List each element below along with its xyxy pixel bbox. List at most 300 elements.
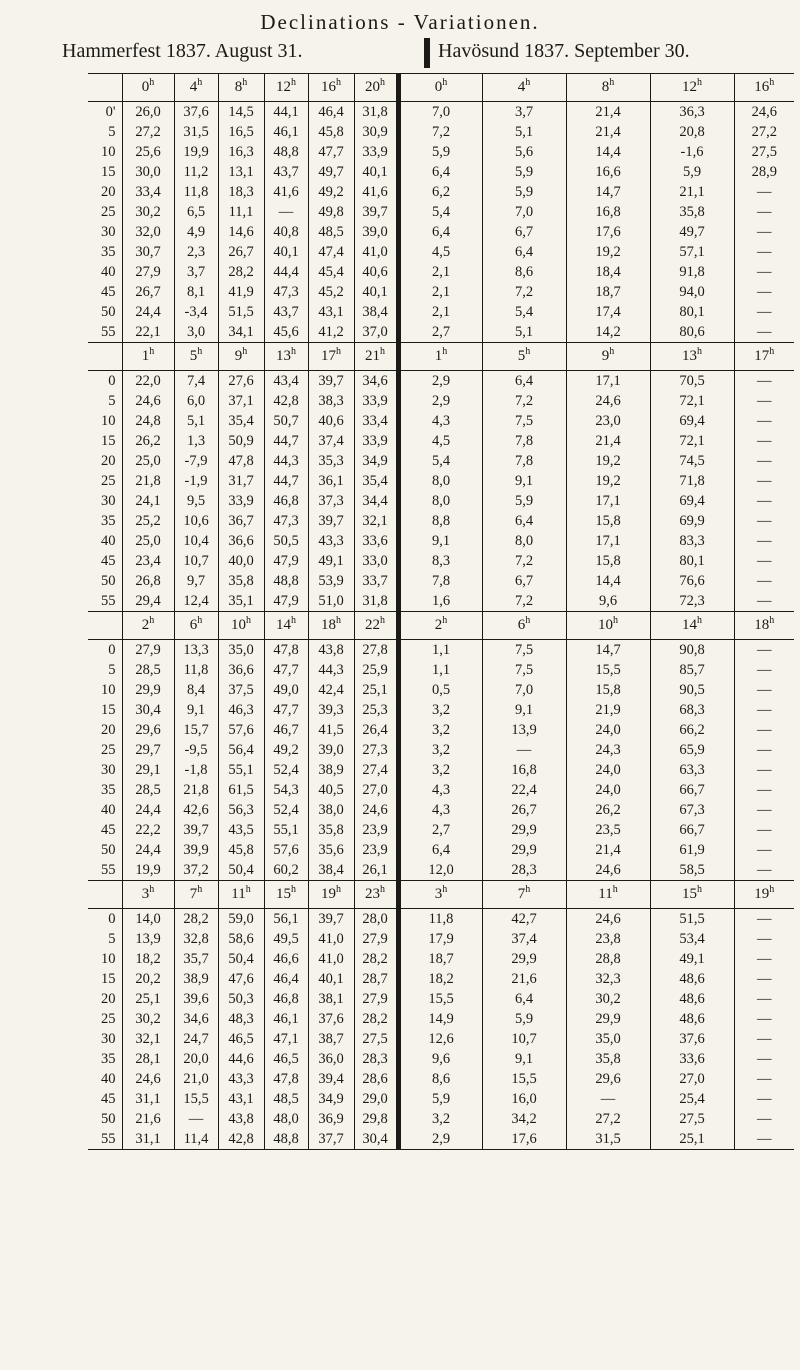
value-cell: 12,0 bbox=[398, 860, 482, 881]
value-cell: 5,9 bbox=[482, 1009, 566, 1029]
value-cell: 90,5 bbox=[650, 680, 734, 700]
value-cell: 30,4 bbox=[122, 700, 174, 720]
value-cell: — bbox=[566, 1089, 650, 1109]
value-cell: 21,4 bbox=[566, 102, 650, 123]
value-cell: 15,5 bbox=[398, 989, 482, 1009]
value-cell: 51,5 bbox=[650, 909, 734, 930]
value-cell: — bbox=[734, 571, 794, 591]
value-cell: 30,7 bbox=[122, 242, 174, 262]
minute-cell: 25 bbox=[101, 1011, 116, 1027]
value-cell: 7,4 bbox=[174, 371, 218, 392]
value-cell: 24,0 bbox=[566, 780, 650, 800]
hour-header: 23$^h$ bbox=[354, 881, 398, 909]
value-cell: 47,6 bbox=[218, 969, 264, 989]
value-cell: 3,2 bbox=[398, 1109, 482, 1129]
value-cell: 39,6 bbox=[174, 989, 218, 1009]
value-cell: 11,8 bbox=[174, 182, 218, 202]
value-cell: 11,2 bbox=[174, 162, 218, 182]
table-row bbox=[88, 222, 794, 242]
value-cell: 38,3 bbox=[308, 391, 354, 411]
hour-header: 19$^h$ bbox=[308, 881, 354, 909]
table-row bbox=[88, 680, 794, 700]
hour-header: 5$^h$ bbox=[482, 343, 566, 371]
value-cell: 24,4 bbox=[122, 840, 174, 860]
value-cell: -1,9 bbox=[174, 471, 218, 491]
table-row bbox=[88, 720, 794, 740]
value-cell: 5,4 bbox=[398, 202, 482, 222]
value-cell: 38,1 bbox=[308, 989, 354, 1009]
value-cell: 37,6 bbox=[308, 1009, 354, 1029]
minute-cell: 45 bbox=[101, 553, 116, 569]
value-cell: 24,6 bbox=[566, 391, 650, 411]
value-cell: 25,3 bbox=[354, 700, 398, 720]
value-cell: 38,9 bbox=[308, 760, 354, 780]
value-cell: 17,9 bbox=[398, 929, 482, 949]
value-cell: 37,7 bbox=[308, 1129, 354, 1150]
value-cell: 67,3 bbox=[650, 800, 734, 820]
value-cell: 27,2 bbox=[122, 122, 174, 142]
table-row bbox=[88, 511, 794, 531]
value-cell: 15,8 bbox=[566, 680, 650, 700]
value-cell: 25,1 bbox=[122, 989, 174, 1009]
value-cell: 16,6 bbox=[566, 162, 650, 182]
minute-cell: 10 bbox=[101, 951, 116, 967]
value-cell: — bbox=[734, 1089, 794, 1109]
value-cell: 6,5 bbox=[174, 202, 218, 222]
value-cell: 8,4 bbox=[174, 680, 218, 700]
value-cell: 37,6 bbox=[174, 102, 218, 123]
value-cell: 19,2 bbox=[566, 471, 650, 491]
hour-header: 12$^h$ bbox=[650, 74, 734, 102]
value-cell: 35,7 bbox=[174, 949, 218, 969]
value-cell: 49,2 bbox=[308, 182, 354, 202]
value-cell: 2,1 bbox=[398, 302, 482, 322]
value-cell: 44,3 bbox=[264, 451, 308, 471]
value-cell: 33,0 bbox=[354, 551, 398, 571]
value-cell: 29,9 bbox=[566, 1009, 650, 1029]
minute-cell: 55 bbox=[88, 1129, 122, 1150]
value-cell: 41,6 bbox=[354, 182, 398, 202]
value-cell: 52,4 bbox=[264, 760, 308, 780]
value-cell: 4,5 bbox=[398, 431, 482, 451]
table-row bbox=[88, 262, 794, 282]
value-cell: 30,0 bbox=[122, 162, 174, 182]
minute-cell: 45 bbox=[101, 822, 116, 838]
value-cell: 47,4 bbox=[308, 242, 354, 262]
value-cell: 29,9 bbox=[482, 949, 566, 969]
value-cell: 15,5 bbox=[566, 660, 650, 680]
value-cell: 32,3 bbox=[566, 969, 650, 989]
value-cell: 32,8 bbox=[174, 929, 218, 949]
value-cell: 24,1 bbox=[122, 491, 174, 511]
value-cell: 11,1 bbox=[218, 202, 264, 222]
value-cell: 28,2 bbox=[174, 909, 218, 930]
table-row bbox=[88, 142, 794, 162]
table-row bbox=[88, 1049, 794, 1069]
value-cell: 41,0 bbox=[308, 929, 354, 949]
value-cell: 11,8 bbox=[174, 660, 218, 680]
value-cell: 8,1 bbox=[174, 282, 218, 302]
value-cell: — bbox=[734, 531, 794, 551]
value-cell: 36,6 bbox=[218, 660, 264, 680]
value-cell: 14,4 bbox=[566, 142, 650, 162]
value-cell: 30,4 bbox=[354, 1129, 398, 1150]
hour-header: 9$^h$ bbox=[218, 343, 264, 371]
value-cell: 58,5 bbox=[650, 860, 734, 881]
value-cell: 31,7 bbox=[218, 471, 264, 491]
value-cell: 94,0 bbox=[650, 282, 734, 302]
value-cell: 22,0 bbox=[122, 371, 174, 392]
value-cell: 6,4 bbox=[398, 222, 482, 242]
value-cell: 48,8 bbox=[264, 571, 308, 591]
value-cell: 37,5 bbox=[218, 680, 264, 700]
minute-cell: 40 bbox=[101, 264, 116, 280]
value-cell: 28,5 bbox=[122, 660, 174, 680]
value-cell: 32,0 bbox=[122, 222, 174, 242]
value-cell: 35,8 bbox=[566, 1049, 650, 1069]
value-cell: — bbox=[734, 860, 794, 881]
value-cell: 46,8 bbox=[264, 491, 308, 511]
page-title: Declinations - Variationen. bbox=[260, 10, 540, 34]
minute-cell: 15 bbox=[101, 433, 116, 449]
table-row bbox=[88, 551, 794, 571]
value-cell: 21,8 bbox=[122, 471, 174, 491]
value-cell: 1,1 bbox=[398, 660, 482, 680]
value-cell: 16,0 bbox=[482, 1089, 566, 1109]
hour-header: 2$^h$ bbox=[398, 612, 482, 640]
value-cell: 31,1 bbox=[122, 1129, 174, 1150]
value-cell: 83,3 bbox=[650, 531, 734, 551]
value-cell: 39,7 bbox=[308, 909, 354, 930]
minute-cell: 15 bbox=[101, 164, 116, 180]
value-cell: 17,1 bbox=[566, 371, 650, 392]
value-cell: 7,5 bbox=[482, 640, 566, 661]
value-cell: 38,9 bbox=[174, 969, 218, 989]
value-cell: 29,9 bbox=[482, 820, 566, 840]
value-cell: 23,9 bbox=[354, 840, 398, 860]
value-cell: 3,2 bbox=[398, 760, 482, 780]
hour-header: 15$^h$ bbox=[264, 881, 308, 909]
value-cell: 28,8 bbox=[566, 949, 650, 969]
value-cell: 69,4 bbox=[650, 491, 734, 511]
value-cell: 14,2 bbox=[566, 322, 650, 343]
value-cell: 5,1 bbox=[482, 322, 566, 343]
value-cell: -1,8 bbox=[174, 760, 218, 780]
value-cell: 46,7 bbox=[264, 720, 308, 740]
minute-cell: 25 bbox=[101, 473, 116, 489]
minute-cell: 50 bbox=[101, 573, 116, 589]
value-cell: 33,9 bbox=[354, 391, 398, 411]
value-cell: 15,5 bbox=[482, 1069, 566, 1089]
value-cell: 3,7 bbox=[482, 102, 566, 123]
table-row bbox=[88, 969, 794, 989]
value-cell: 7,5 bbox=[482, 660, 566, 680]
value-cell: 56,1 bbox=[264, 909, 308, 930]
table-row bbox=[88, 1089, 794, 1109]
value-cell: 8,0 bbox=[482, 531, 566, 551]
value-cell: 47,7 bbox=[308, 142, 354, 162]
table-row bbox=[88, 949, 794, 969]
value-cell: 9,1 bbox=[398, 531, 482, 551]
value-cell: 6,7 bbox=[482, 222, 566, 242]
value-cell: 27,6 bbox=[218, 371, 264, 392]
value-cell: 17,6 bbox=[482, 1129, 566, 1150]
value-cell: 47,7 bbox=[264, 660, 308, 680]
hour-header: 4$^h$ bbox=[482, 74, 566, 102]
value-cell: 33,9 bbox=[218, 491, 264, 511]
value-cell: 6,4 bbox=[482, 371, 566, 392]
station-header bbox=[0, 38, 800, 68]
minute-column-header bbox=[88, 74, 122, 102]
hour-header: 11$^h$ bbox=[566, 881, 650, 909]
value-cell: — bbox=[734, 989, 794, 1009]
hour-header: 14$^h$ bbox=[264, 612, 308, 640]
value-cell: 24,0 bbox=[566, 760, 650, 780]
table-row bbox=[88, 1109, 794, 1129]
table-row bbox=[88, 282, 794, 302]
value-cell: 5,9 bbox=[482, 182, 566, 202]
value-cell: 5,9 bbox=[482, 491, 566, 511]
value-cell: 42,8 bbox=[264, 391, 308, 411]
value-cell: 18,3 bbox=[218, 182, 264, 202]
value-cell: 7,0 bbox=[482, 202, 566, 222]
value-cell: 9,1 bbox=[174, 700, 218, 720]
value-cell: 24,8 bbox=[122, 411, 174, 431]
hour-header: 7$^h$ bbox=[174, 881, 218, 909]
value-cell: 39,3 bbox=[308, 700, 354, 720]
value-cell: — bbox=[734, 1109, 794, 1129]
value-cell: 16,8 bbox=[566, 202, 650, 222]
value-cell: 17,6 bbox=[566, 222, 650, 242]
value-cell: 55,1 bbox=[218, 760, 264, 780]
value-cell: 9,6 bbox=[398, 1049, 482, 1069]
value-cell: 27,5 bbox=[650, 1109, 734, 1129]
hour-header-row bbox=[88, 74, 794, 102]
table-row bbox=[88, 162, 794, 182]
minute-cell: 55 bbox=[101, 593, 116, 609]
hour-header: 5$^h$ bbox=[174, 343, 218, 371]
value-cell: 27,3 bbox=[354, 740, 398, 760]
value-cell: 26,7 bbox=[482, 800, 566, 820]
value-cell: — bbox=[734, 371, 794, 392]
value-cell: 45,2 bbox=[308, 282, 354, 302]
minute-cell: 20 bbox=[101, 991, 116, 1007]
hour-header: 6$^h$ bbox=[482, 612, 566, 640]
value-cell: — bbox=[734, 760, 794, 780]
value-cell: 6,4 bbox=[398, 162, 482, 182]
value-cell: 48,3 bbox=[218, 1009, 264, 1029]
value-cell: -7,9 bbox=[174, 451, 218, 471]
value-cell: 69,9 bbox=[650, 511, 734, 531]
value-cell: 25,0 bbox=[122, 531, 174, 551]
table-row bbox=[88, 102, 794, 123]
value-cell: 27,0 bbox=[354, 780, 398, 800]
value-cell: 26,0 bbox=[122, 102, 174, 123]
right-station-label: Havösund 1837. September 30. bbox=[438, 40, 690, 62]
value-cell: 28,2 bbox=[218, 262, 264, 282]
minute-cell: 35 bbox=[101, 1051, 116, 1067]
value-cell: 18,7 bbox=[398, 949, 482, 969]
minute-cell: 45 bbox=[101, 284, 116, 300]
value-cell: 2,9 bbox=[398, 391, 482, 411]
value-cell: — bbox=[734, 820, 794, 840]
value-cell: 7,0 bbox=[482, 680, 566, 700]
value-cell: 34,6 bbox=[174, 1009, 218, 1029]
value-cell: 24,6 bbox=[734, 102, 794, 123]
table-row bbox=[88, 929, 794, 949]
value-cell: 23,0 bbox=[566, 411, 650, 431]
value-cell: 28,3 bbox=[354, 1049, 398, 1069]
value-cell: 38,7 bbox=[308, 1029, 354, 1049]
value-cell: — bbox=[734, 780, 794, 800]
value-cell: 25,9 bbox=[354, 660, 398, 680]
value-cell: 24,4 bbox=[122, 800, 174, 820]
value-cell: -3,4 bbox=[174, 302, 218, 322]
value-cell: -1,6 bbox=[650, 142, 734, 162]
value-cell: 41,2 bbox=[308, 322, 354, 343]
value-cell: 6,0 bbox=[174, 391, 218, 411]
value-cell: 5,6 bbox=[482, 142, 566, 162]
table-row bbox=[88, 571, 794, 591]
value-cell: 41,0 bbox=[308, 949, 354, 969]
value-cell: 20,0 bbox=[174, 1049, 218, 1069]
hour-header: 20$^h$ bbox=[354, 74, 398, 102]
value-cell: 36,3 bbox=[650, 102, 734, 123]
value-cell: 2,1 bbox=[398, 282, 482, 302]
value-cell: 91,8 bbox=[650, 262, 734, 282]
value-cell: 8,3 bbox=[398, 551, 482, 571]
minute-cell: 35 bbox=[101, 782, 116, 798]
value-cell: 47,3 bbox=[264, 511, 308, 531]
minute-cell: 0' bbox=[105, 104, 116, 120]
value-cell: 9,7 bbox=[174, 571, 218, 591]
value-cell: 2,7 bbox=[398, 820, 482, 840]
value-cell: 30,2 bbox=[566, 989, 650, 1009]
value-cell: 80,1 bbox=[650, 302, 734, 322]
value-cell: 21,4 bbox=[566, 431, 650, 451]
value-cell: 46,6 bbox=[264, 949, 308, 969]
value-cell: 37,0 bbox=[354, 322, 398, 343]
hour-header: 8$^h$ bbox=[218, 74, 264, 102]
value-cell: — bbox=[734, 511, 794, 531]
value-cell: 30,9 bbox=[354, 122, 398, 142]
value-cell: 41,5 bbox=[308, 720, 354, 740]
value-cell: 44,7 bbox=[264, 471, 308, 491]
value-cell: 47,8 bbox=[218, 451, 264, 471]
value-cell: 29,0 bbox=[354, 1089, 398, 1109]
value-cell: 43,7 bbox=[264, 302, 308, 322]
value-cell: 19,2 bbox=[566, 242, 650, 262]
value-cell: 16,3 bbox=[218, 142, 264, 162]
value-cell: — bbox=[264, 202, 308, 222]
value-cell: 14,4 bbox=[566, 571, 650, 591]
hour-header: 16$^h$ bbox=[308, 74, 354, 102]
value-cell: 3,2 bbox=[398, 740, 482, 760]
value-cell: 49,7 bbox=[650, 222, 734, 242]
value-cell: 26,2 bbox=[122, 431, 174, 451]
value-cell: 27,2 bbox=[566, 1109, 650, 1129]
value-cell: 15,7 bbox=[174, 720, 218, 740]
value-cell: 27,9 bbox=[122, 640, 174, 661]
value-cell: 13,1 bbox=[218, 162, 264, 182]
value-cell: 28,0 bbox=[354, 909, 398, 930]
table-row bbox=[88, 202, 794, 222]
value-cell: 72,1 bbox=[650, 391, 734, 411]
table-row bbox=[88, 820, 794, 840]
value-cell: 28,2 bbox=[354, 1009, 398, 1029]
value-cell: 7,2 bbox=[482, 551, 566, 571]
value-cell: 39,0 bbox=[308, 740, 354, 760]
value-cell: — bbox=[734, 451, 794, 471]
hour-header: 10$^h$ bbox=[218, 612, 264, 640]
value-cell: — bbox=[734, 969, 794, 989]
value-cell: 40,1 bbox=[354, 282, 398, 302]
hour-header: 22$^h$ bbox=[354, 612, 398, 640]
table-row bbox=[88, 640, 794, 661]
value-cell: 52,4 bbox=[264, 800, 308, 820]
minute-cell: 25 bbox=[101, 204, 116, 220]
value-cell: 47,8 bbox=[264, 1069, 308, 1089]
value-cell: — bbox=[734, 909, 794, 930]
value-cell: 61,9 bbox=[650, 840, 734, 860]
value-cell: 23,4 bbox=[122, 551, 174, 571]
value-cell: 5,9 bbox=[398, 1089, 482, 1109]
minute-cell: 15 bbox=[101, 702, 116, 718]
value-cell: 31,5 bbox=[566, 1129, 650, 1150]
value-cell: 61,5 bbox=[218, 780, 264, 800]
value-cell: 8,6 bbox=[398, 1069, 482, 1089]
hour-header: 3$^h$ bbox=[398, 881, 482, 909]
value-cell: 15,8 bbox=[566, 551, 650, 571]
value-cell: 21,0 bbox=[174, 1069, 218, 1089]
value-cell: 85,7 bbox=[650, 660, 734, 680]
hour-header: 2$^h$ bbox=[122, 612, 174, 640]
value-cell: 39,4 bbox=[308, 1069, 354, 1089]
value-cell: 5,9 bbox=[650, 162, 734, 182]
value-cell: 57,1 bbox=[650, 242, 734, 262]
value-cell: 30,2 bbox=[122, 1009, 174, 1029]
value-cell: — bbox=[734, 322, 794, 343]
value-cell: 14,7 bbox=[566, 640, 650, 661]
value-cell: 47,9 bbox=[264, 591, 308, 612]
value-cell: 35,6 bbox=[308, 840, 354, 860]
value-cell: 42,4 bbox=[308, 680, 354, 700]
minute-cell: 20 bbox=[101, 184, 116, 200]
value-cell: 2,9 bbox=[398, 1129, 482, 1150]
hour-header: 13$^h$ bbox=[264, 343, 308, 371]
value-cell: 46,5 bbox=[264, 1049, 308, 1069]
value-cell: 42,7 bbox=[482, 909, 566, 930]
value-cell: 37,4 bbox=[308, 431, 354, 451]
minute-cell: 40 bbox=[101, 802, 116, 818]
table-row bbox=[88, 431, 794, 451]
value-cell: 43,5 bbox=[218, 820, 264, 840]
value-cell: 63,3 bbox=[650, 760, 734, 780]
value-cell: 35,3 bbox=[308, 451, 354, 471]
value-cell: 66,2 bbox=[650, 720, 734, 740]
value-cell: — bbox=[734, 680, 794, 700]
value-cell: 45,6 bbox=[264, 322, 308, 343]
value-cell: 51,0 bbox=[308, 591, 354, 612]
value-cell: 35,0 bbox=[218, 640, 264, 661]
value-cell: 80,6 bbox=[650, 322, 734, 343]
value-cell: — bbox=[734, 949, 794, 969]
value-cell: — bbox=[734, 282, 794, 302]
value-cell: 68,3 bbox=[650, 700, 734, 720]
table-row bbox=[88, 122, 794, 142]
hour-header: 17$^h$ bbox=[308, 343, 354, 371]
value-cell: 44,1 bbox=[264, 102, 308, 123]
